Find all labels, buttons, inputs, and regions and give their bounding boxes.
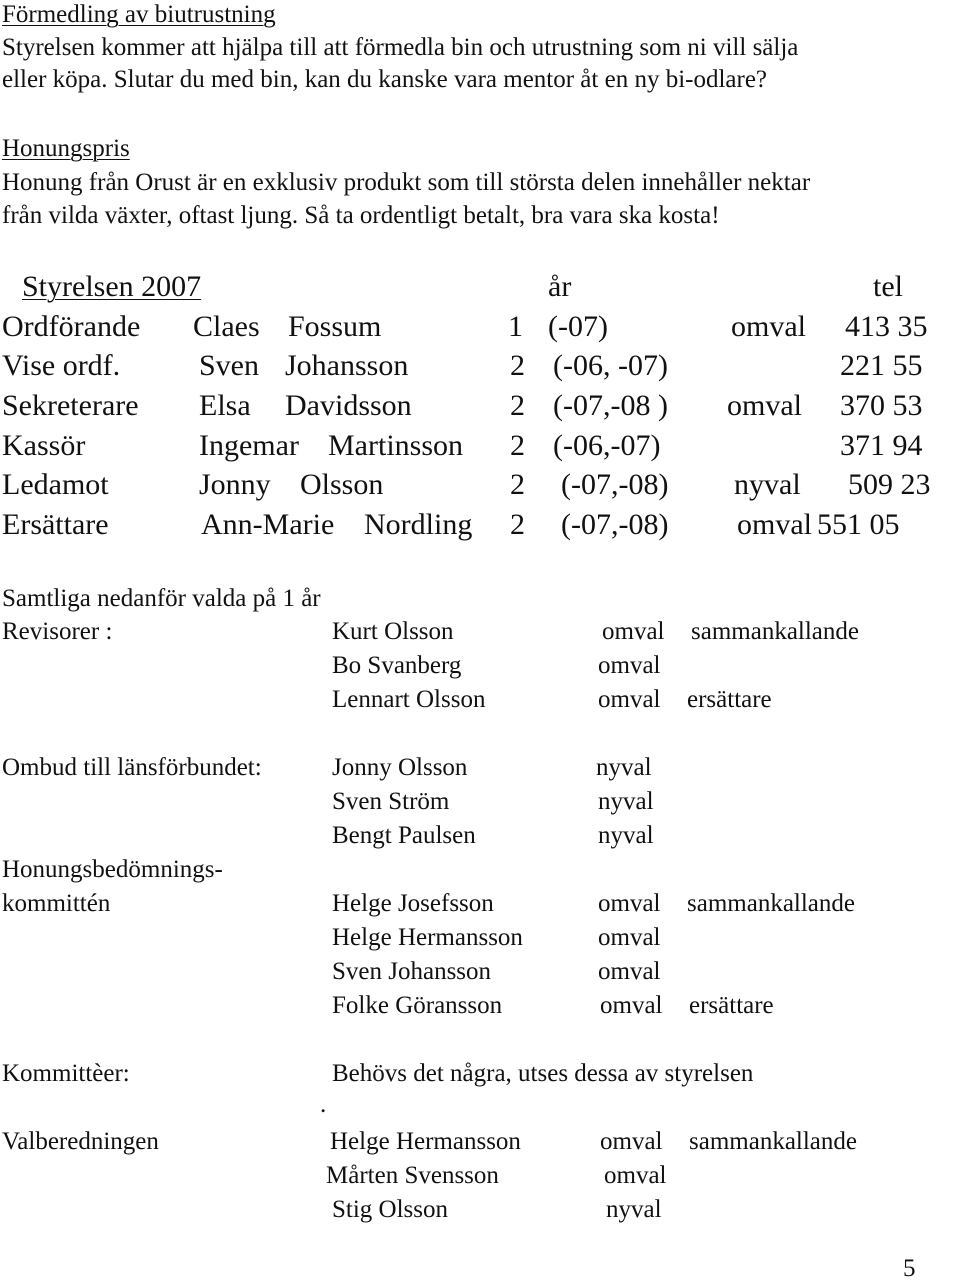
board-tel: 371 94: [840, 429, 923, 462]
board-years: 2: [510, 389, 525, 422]
board-years: 2: [510, 508, 525, 541]
board-last-name: Nordling: [364, 508, 473, 541]
valberedning-status: omval: [600, 1128, 663, 1155]
board-first-name: Claes: [193, 310, 260, 343]
paragraph-honungspris-line1: Honung från Orust är en exklusiv produkt som till största delen innehåller nektar: [2, 169, 811, 196]
board-role: Ledamot: [2, 468, 109, 501]
board-tel: 413 35: [845, 310, 928, 343]
board-period: (-07): [548, 310, 608, 343]
board-title: Styrelsen 2007: [22, 270, 202, 303]
ombud-status: nyval: [596, 754, 652, 781]
board-last-name: Fossum: [288, 310, 382, 343]
ombud-name: Jonny Olsson: [332, 754, 468, 781]
honung-name: Folke Göransson: [332, 992, 503, 1019]
board-period: (-07,-08): [561, 468, 669, 501]
revisor-status: omval: [598, 686, 661, 713]
board-tel: 370 53: [840, 389, 923, 422]
valberedningen-label: Valberedningen: [2, 1128, 159, 1155]
revisor-name: Lennart Olsson: [332, 686, 486, 713]
kommitteer-text: Behövs det några, utses dessa av styrelsen: [332, 1060, 754, 1087]
honung-name: Helge Josefsson: [332, 890, 494, 917]
revisor-role: ersättare: [687, 686, 772, 713]
page-number: 5: [903, 1255, 916, 1282]
revisor-role: sammankallande: [691, 618, 859, 645]
board-period: (-06, -07): [553, 349, 668, 382]
board-col-year: år: [548, 270, 572, 303]
honung-name: Sven Johansson: [332, 958, 492, 985]
board-period: (-06,-07): [553, 429, 661, 462]
board-first-name: Ann-Marie: [201, 508, 335, 541]
ombud-status: nyval: [598, 788, 654, 815]
board-role: Sekreterare: [2, 389, 139, 422]
valberedning-name: Stig Olsson: [332, 1196, 449, 1223]
board-election: omval: [731, 310, 806, 343]
revisor-status: omval: [602, 618, 665, 645]
board-first-name: Sven: [199, 349, 259, 382]
honung-role: ersättare: [689, 992, 774, 1019]
ombud-status: nyval: [598, 822, 654, 849]
board-years: 2: [510, 468, 525, 501]
board-last-name: Johansson: [285, 349, 409, 382]
kommitteer-dot: .: [320, 1091, 327, 1118]
board-first-name: Elsa: [199, 389, 251, 422]
heading-biutrustning: Förmedling av biutrustning: [2, 1, 276, 28]
board-role: Ordförande: [2, 310, 141, 343]
ombud-label: Ombud till länsförbundet:: [2, 754, 262, 781]
revisorer-label: Revisorer :: [2, 618, 113, 645]
paragraph-honungspris-line2: från vilda växter, oftast ljung. Så ta ordentligt betalt, bra vara ska kosta!: [2, 202, 720, 229]
board-col-tel: tel: [873, 270, 903, 303]
paragraph-biutrustning-line1: Styrelsen kommer att hjälpa till att förmedla bin och utrustning som ni vill sälja: [2, 34, 799, 61]
board-last-name: Olsson: [300, 468, 384, 501]
heading-honungspris: Honungspris: [2, 135, 130, 162]
valberedning-name: Mårten Svensson: [326, 1162, 499, 1189]
board-years: 2: [510, 429, 525, 462]
valberedning-status: omval: [604, 1162, 667, 1189]
board-role: Vise ordf.: [2, 349, 121, 382]
board-tel: 509 23: [848, 468, 931, 501]
revisor-status: omval: [598, 652, 661, 679]
board-election: omval: [727, 389, 802, 422]
board-tel: 551 05: [817, 508, 900, 541]
board-tel: 221 55: [840, 349, 923, 382]
board-last-name: Davidsson: [285, 389, 412, 422]
board-years: 2: [510, 349, 525, 382]
ombud-name: Bengt Paulsen: [332, 822, 476, 849]
others-note: Samtliga nedanför valda på 1 år: [2, 585, 321, 612]
board-role: Ersättare: [2, 508, 109, 541]
honung-role: sammankallande: [687, 890, 855, 917]
honung-label-line1: Honungsbedömnings-: [2, 856, 223, 883]
kommitteer-label: Kommittèer:: [2, 1060, 130, 1087]
board-last-name: Martinsson: [328, 429, 463, 462]
honung-label-line2: kommittén: [2, 890, 111, 917]
board-period: (-07,-08 ): [553, 389, 668, 422]
board-first-name: Jonny: [199, 468, 271, 501]
honung-status: omval: [598, 958, 661, 985]
revisor-name: Bo Svanberg: [332, 652, 462, 679]
board-years: 1: [508, 310, 523, 343]
valberedning-status: nyval: [606, 1196, 662, 1223]
revisor-name: Kurt Olsson: [332, 618, 454, 645]
board-election: nyval: [734, 468, 801, 501]
honung-status: omval: [600, 992, 663, 1019]
board-role: Kassör: [2, 429, 86, 462]
valberedning-role: sammankallande: [689, 1128, 857, 1155]
paragraph-biutrustning-line2: eller köpa. Slutar du med bin, kan du kanske vara mentor åt en ny bi-odlare?: [2, 66, 768, 93]
ombud-name: Sven Ström: [332, 788, 450, 815]
honung-status: omval: [598, 890, 661, 917]
board-period: (-07,-08): [561, 508, 669, 541]
honung-status: omval: [598, 924, 661, 951]
honung-name: Helge Hermansson: [332, 924, 523, 951]
board-first-name: Ingemar: [199, 429, 299, 462]
board-election: omval: [737, 508, 812, 541]
valberedning-name: Helge Hermansson: [330, 1128, 521, 1155]
